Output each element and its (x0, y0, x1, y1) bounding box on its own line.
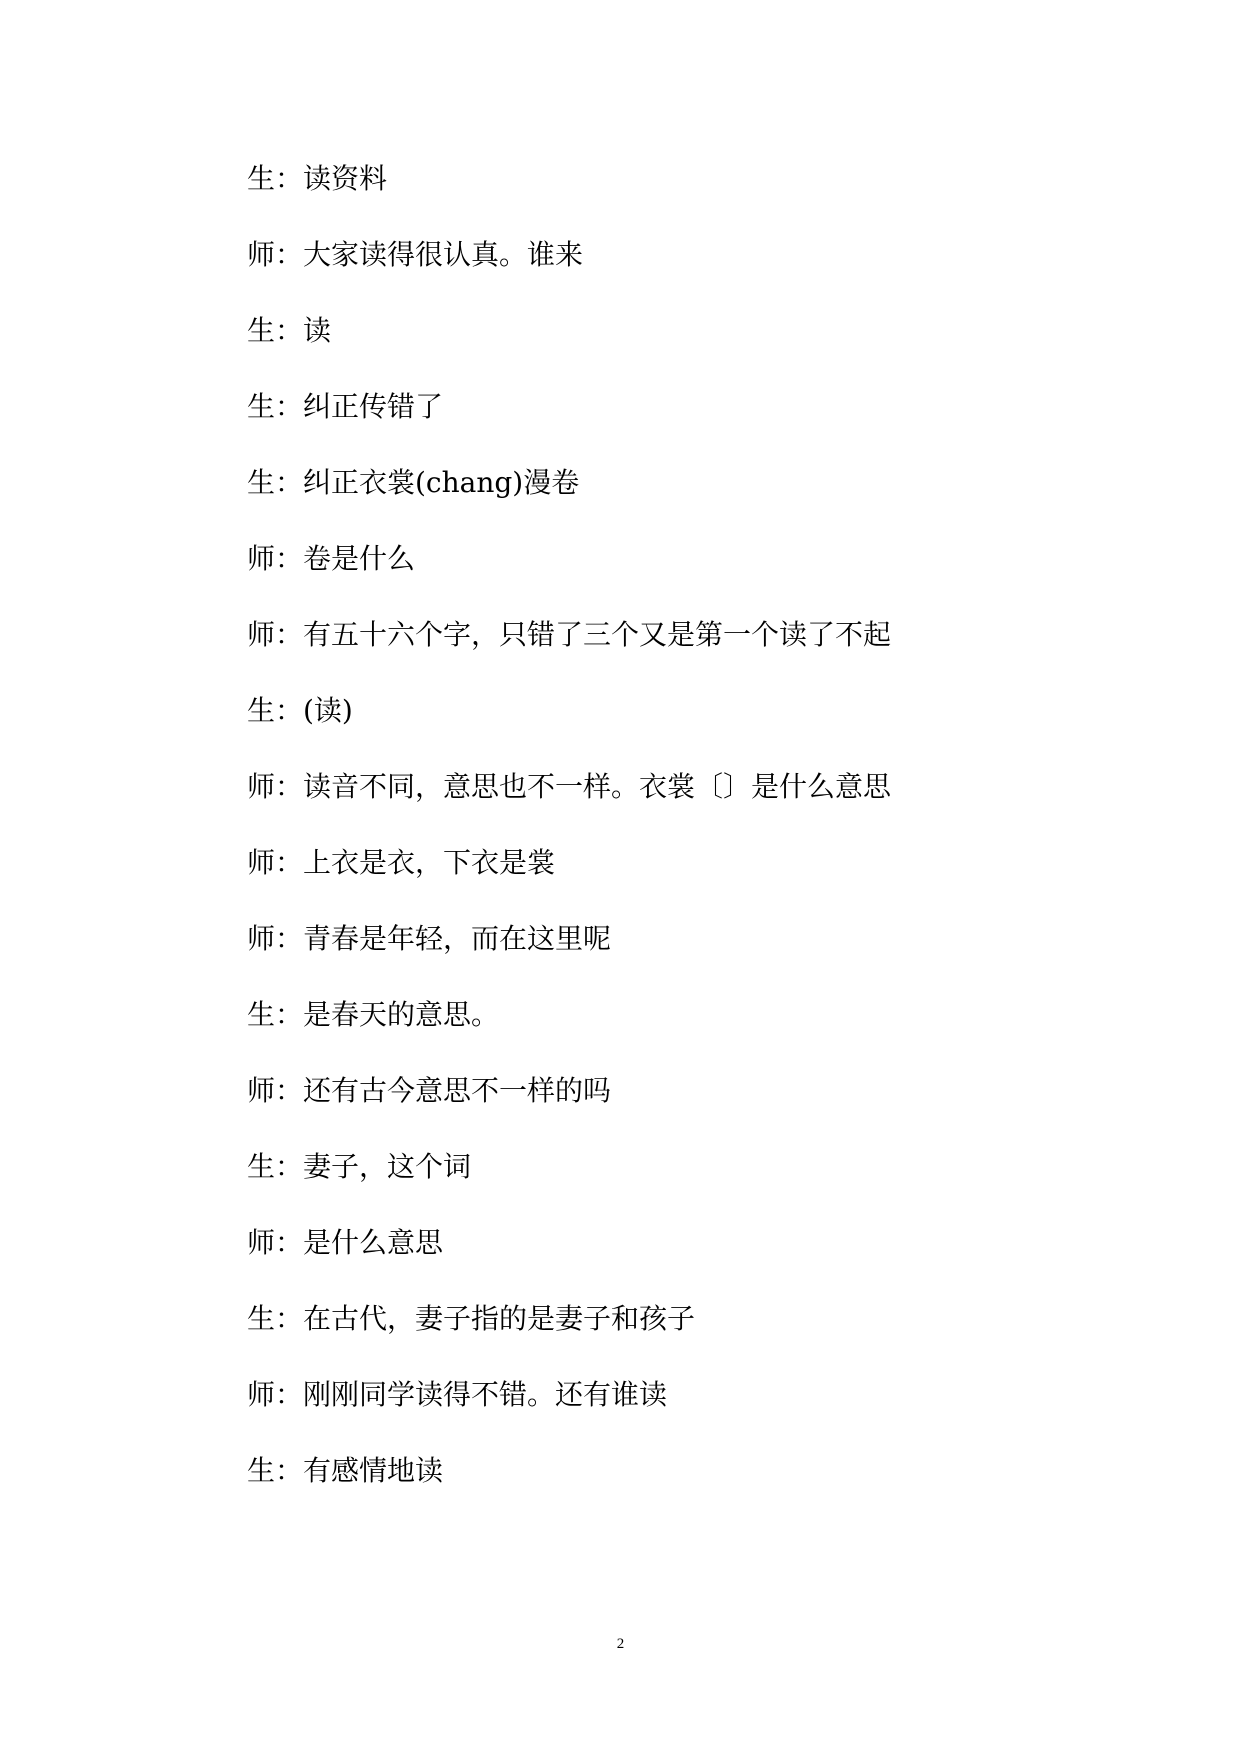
dialogue-line: 生：读资料 (247, 162, 388, 195)
page-number: 2 (616, 1636, 625, 1652)
dialogue-line: 师：读音不同，意思也不一样。衣裳〔〕是什么意思 (247, 770, 892, 803)
dialogue-line: 生：有感情地读 (247, 1454, 444, 1487)
dialogue-line: 生：读 (247, 314, 332, 347)
dialogue-line: 生：是春天的意思。 (247, 998, 500, 1031)
dialogue-line: 师：卷是什么 (247, 542, 416, 575)
dialogue-line: 师：是什么意思 (247, 1226, 444, 1259)
dialogue-line: 生：纠正衣裳(chang)漫卷 (247, 466, 580, 499)
dialogue-list (247, 157, 891, 1525)
dialogue-line: 生：纠正传错了 (247, 390, 444, 423)
dialogue-line: 师：青春是年轻，而在这里呢 (247, 922, 612, 955)
dialogue-line: 师：有五十六个字，只错了三个又是第一个读了不起 (247, 618, 892, 651)
dialogue-line: 生：妻子，这个词 (247, 1150, 472, 1183)
dialogue-line: 师：刚刚同学读得不错。还有谁读 (247, 1378, 668, 1411)
dialogue-line: 生：(读) (247, 694, 353, 727)
dialogue-line: 师：上衣是衣，下衣是裳 (247, 846, 556, 879)
dialogue-line: 师：大家读得很认真。谁来 (247, 238, 584, 271)
dialogue-line: 生：在古代，妻子指的是妻子和孩子 (247, 1302, 696, 1335)
dialogue-line: 师：还有古今意思不一样的吗 (247, 1074, 612, 1107)
